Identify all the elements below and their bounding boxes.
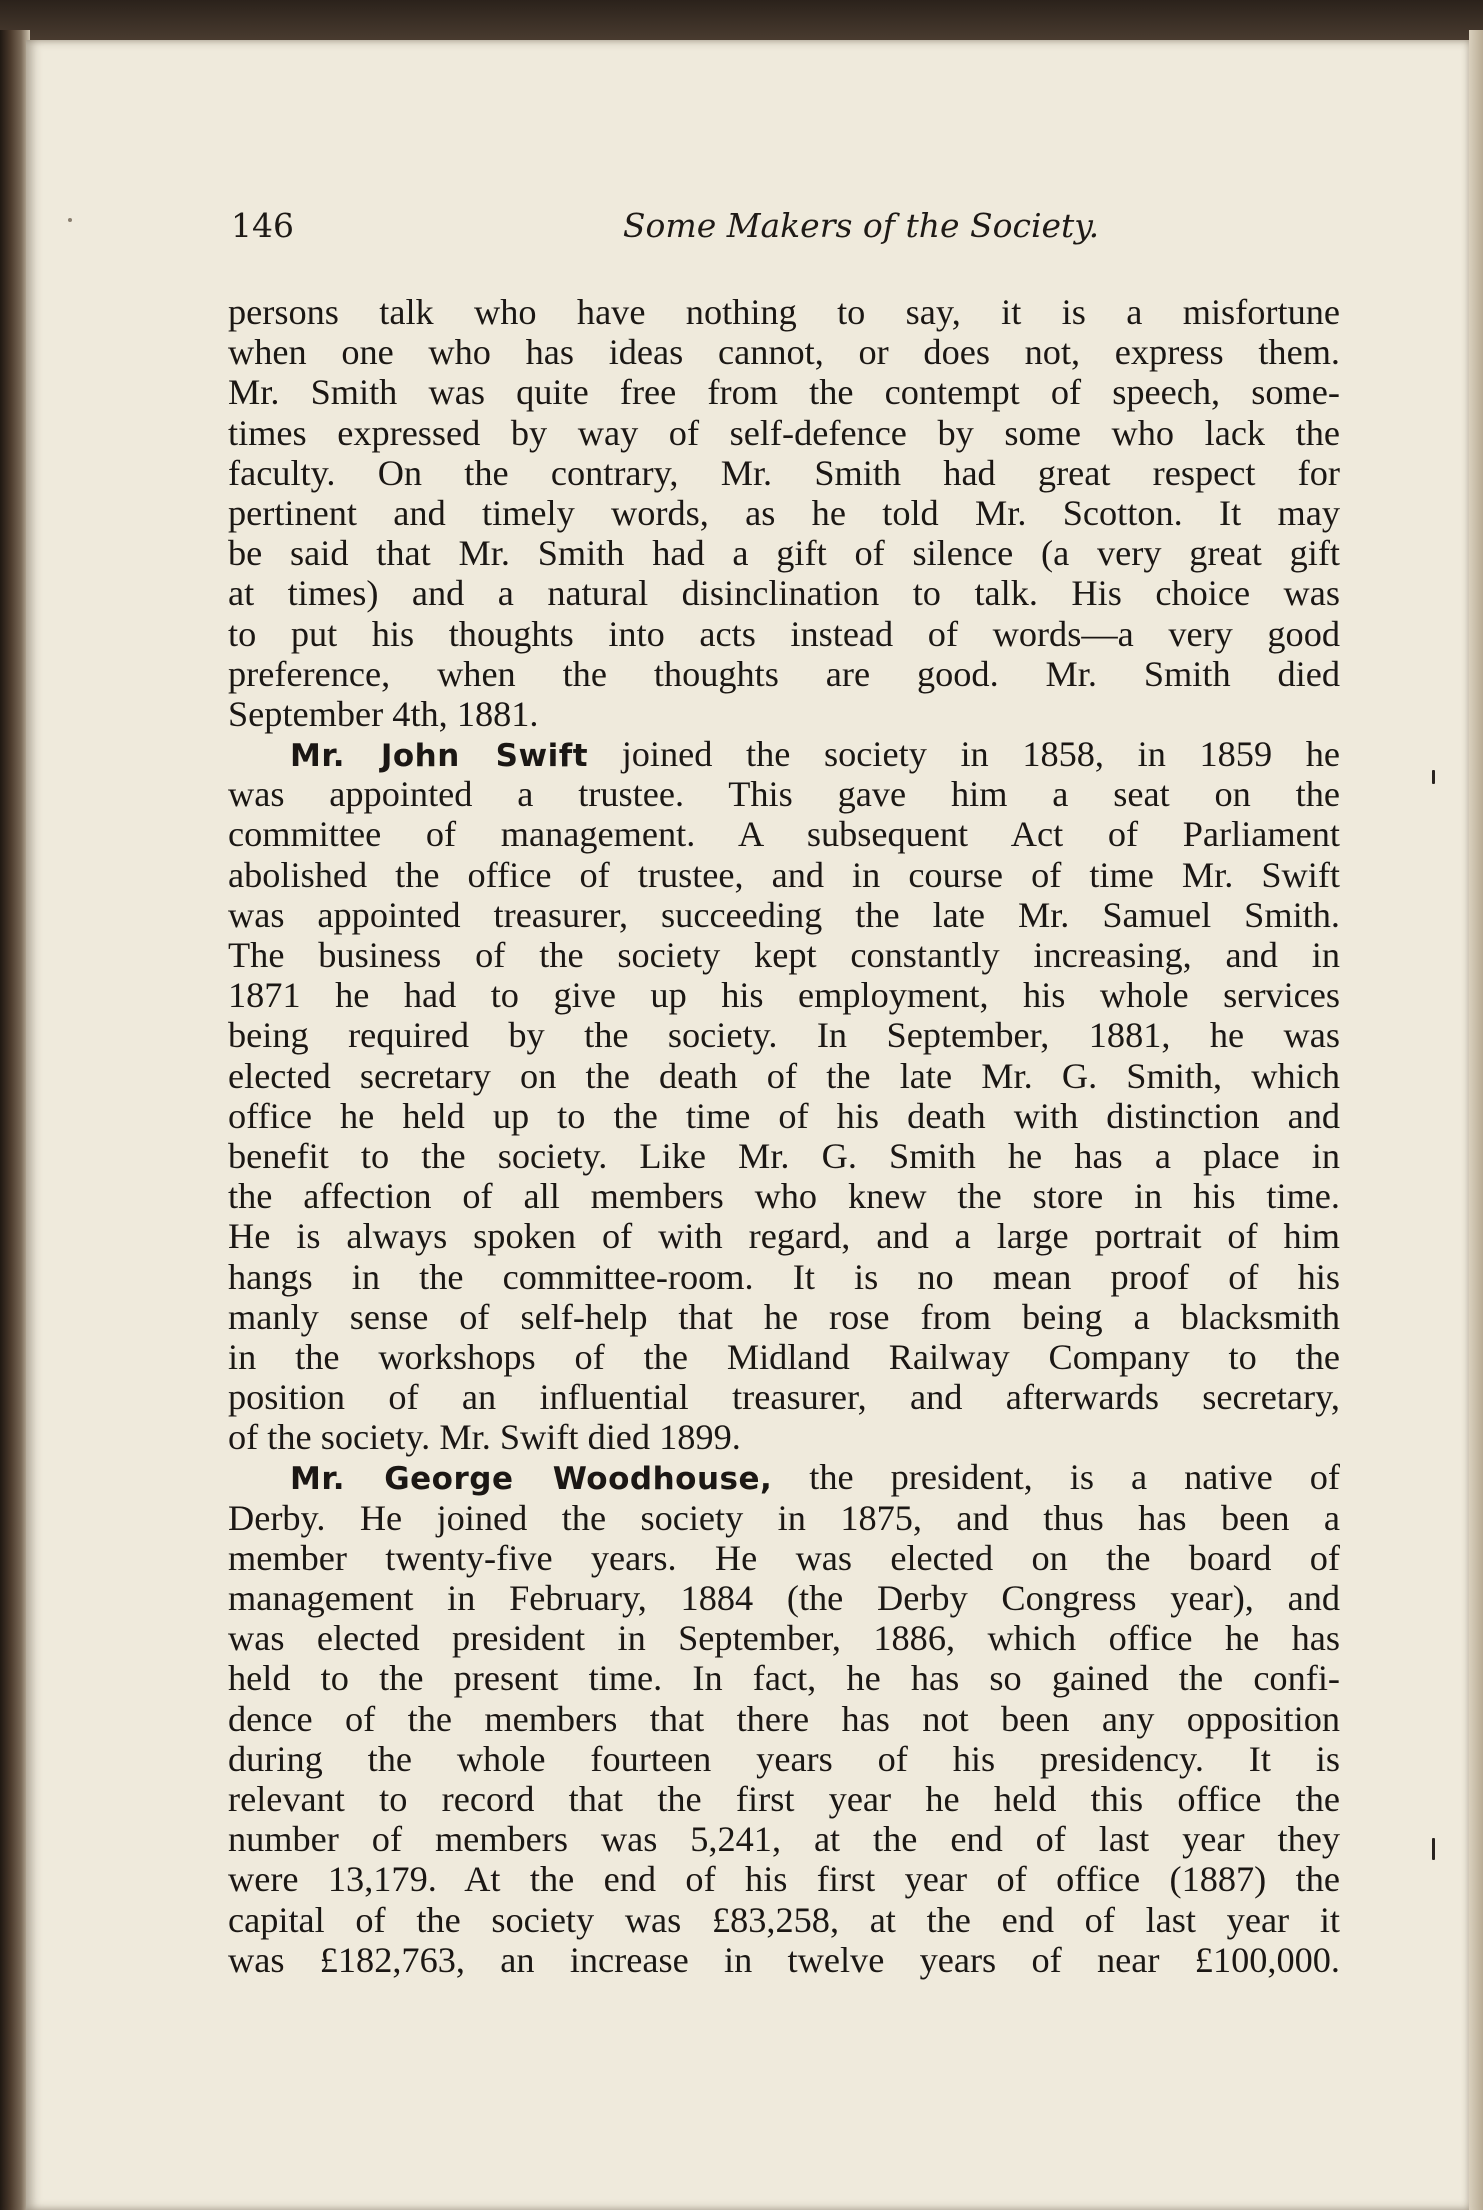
text-line: office he held up to the time of his death with distinction and (228, 1095, 1340, 1136)
text-line: be said that Mr. Smith had a gift of silence (a very great gift (228, 533, 1340, 574)
text-line: September 4th, 1881. (228, 693, 539, 734)
text-line: the affection of all members who knew the store in his time. (228, 1176, 1340, 1217)
paper-mark (1432, 1838, 1435, 1860)
text-line: to put his thoughts into acts instead of words—a very good (228, 613, 1340, 654)
text-line: elected secretary on the death of the late Mr. G. Smith, which (228, 1055, 1340, 1096)
text-line: during the whole fourteen years of his presidency. It is (228, 1738, 1340, 1779)
text-line: benefit to the society. Like Mr. G. Smith he has a place in (228, 1135, 1340, 1176)
text-line: times expressed by way of self-defence by some who lack the (228, 412, 1340, 453)
first-line-text: joined the society in 1858, in 1859 he (588, 734, 1340, 775)
text-line: relevant to record that the first year he held this office the (228, 1778, 1340, 1819)
page-edge (1469, 30, 1483, 2210)
text-line: Mr. Smith was quite free from the contempt of speech, some- (228, 372, 1340, 413)
text-line: He is always spoken of with regard, and a large portrait of him (228, 1216, 1340, 1257)
text-line: being required by the society. In September, 1881, he was (228, 1015, 1340, 1056)
paragraph-smith (228, 292, 1340, 734)
text-line: was appointed treasurer, succeeding the late Mr. Samuel Smith. (228, 894, 1340, 935)
text-line: abolished the office of trustee, and in course of time Mr. Swift (228, 854, 1340, 895)
text-line: 1871 he had to give up his employment, his whole services (228, 975, 1340, 1016)
text-line: dence of the members that there has not been any opposition (228, 1698, 1340, 1739)
paragraph-george-woodhouse (228, 1457, 1340, 1979)
text-line: of the society. Mr. Swift died 1899. (228, 1417, 741, 1458)
paper-mark (1432, 770, 1435, 784)
text-line: committee of management. A subsequent Act of Parliament (228, 814, 1340, 855)
text-line: member twenty-five years. He was elected on the board of (228, 1537, 1340, 1578)
text-line: was elected president in September, 1886, which office he has (228, 1618, 1340, 1659)
text-line: held to the present time. In fact, he has so gained the confi- (228, 1658, 1340, 1699)
person-name-john-swift: Mr. John Swift (290, 738, 589, 775)
text-line: capital of the society was £83,258, at the end of last year it (228, 1899, 1340, 1940)
body-text (228, 292, 1340, 1980)
text-line: pertinent and timely words, as he told Mr. Scotton. It may (228, 492, 1340, 533)
text-line: manly sense of self-help that he rose from being a blacksmith (228, 1296, 1340, 1337)
text-line-first (228, 1457, 1340, 1497)
text-line: management in February, 1884 (the Derby Congress year), and (228, 1578, 1340, 1618)
text-line: preference, when the thoughts are good. Mr. Smith died (228, 653, 1340, 694)
paper-speck (68, 218, 72, 222)
text-line: were 13,179. At the end of his first year of office (1887) the (228, 1859, 1340, 1900)
text-line-first (228, 734, 1340, 774)
text-line: faculty. On the contrary, Mr. Smith had great respect for (228, 452, 1340, 493)
scan-background-top (0, 0, 1483, 42)
text-line: persons talk who have nothing to say, it is a misfortune (228, 292, 1340, 332)
paragraph-john-swift (228, 734, 1340, 1457)
text-line: was £182,763, an increase in twelve years of near £100,000. (228, 1939, 1340, 1980)
text-line: position of an influential treasurer, and afterwards secretary, (228, 1377, 1340, 1418)
first-line-text: the president, is a native of (772, 1457, 1340, 1498)
page-header (231, 206, 1341, 256)
text-line: at times) and a natural disinclination to talk. His choice was (228, 573, 1340, 614)
text-line: was appointed a trustee. This gave him a seat on the (228, 774, 1340, 815)
page-number: 146 (231, 206, 294, 245)
text-line: when one who has ideas cannot, or does not, express them. (228, 332, 1340, 373)
running-title: Some Makers of the Society. (622, 206, 1100, 245)
text-line: in the workshops of the Midland Railway Company to the (228, 1336, 1340, 1377)
text-line: Derby. He joined the society in 1875, and thus has been a (228, 1497, 1340, 1538)
text-line: number of members was 5,241, at the end of last year they (228, 1819, 1340, 1860)
person-name-george-woodhouse: Mr. George Woodhouse, (290, 1461, 773, 1498)
text-line: The business of the society kept constantly increasing, and in (228, 935, 1340, 975)
text-line: hangs in the committee-room. It is no mean proof of his (228, 1256, 1340, 1297)
